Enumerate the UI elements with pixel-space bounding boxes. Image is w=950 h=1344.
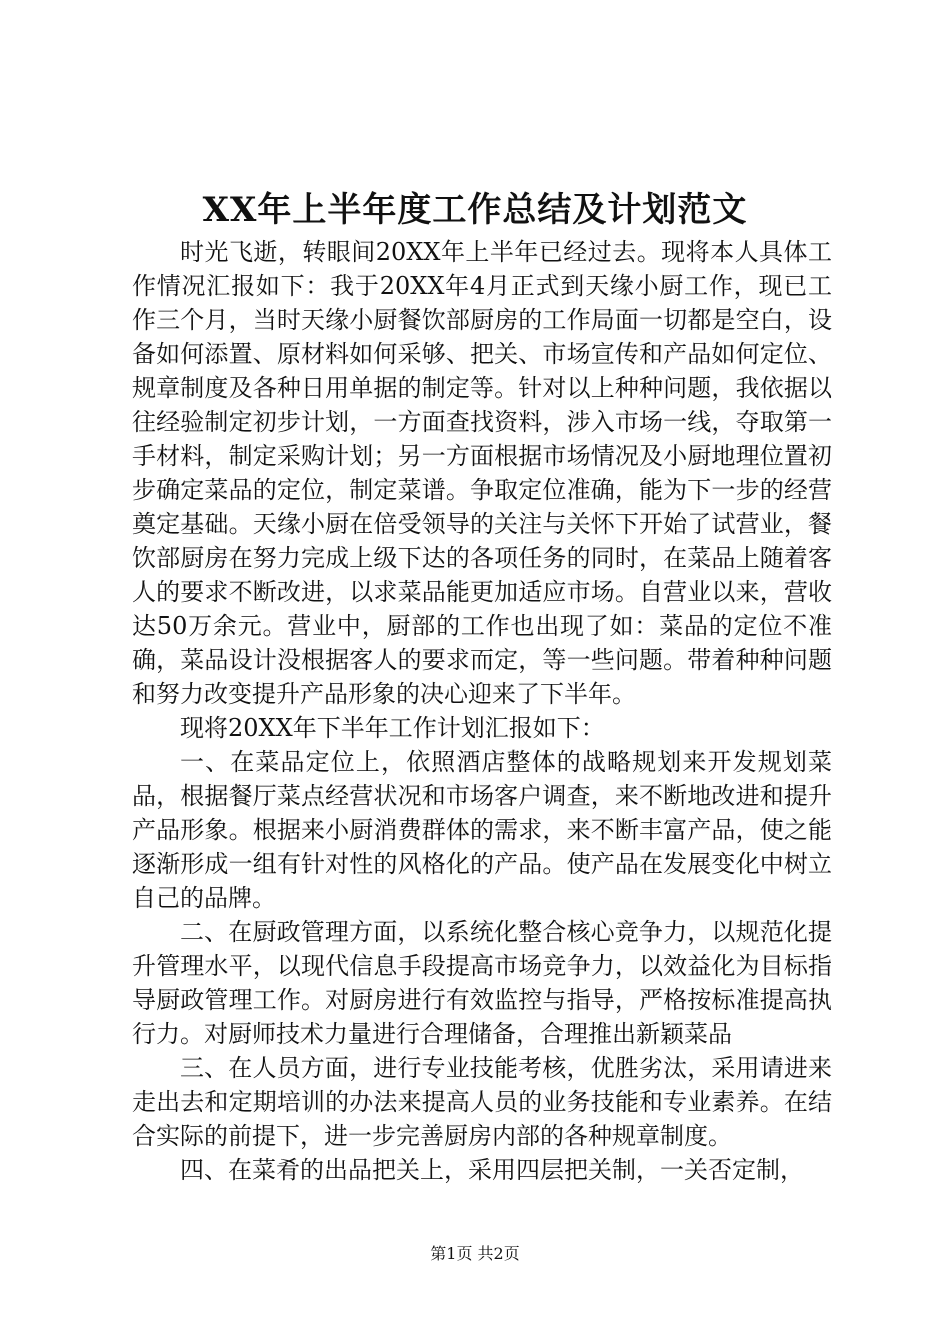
paragraph-plan-item-3: 三、在人员方面，进行专业技能考核，优胜劣汰，采用请进来走出去和定期培训的办法来提高人员的业务技能和专业素养。在结合实际的前提下，进一步完善厨房内部的各种规章制度。	[132, 1054, 832, 1150]
paragraph-plan-heading: 现将20XX年下半年工作计划汇报如下：	[180, 714, 605, 742]
document-title: XX年上半年度工作总结及计划范文	[202, 190, 748, 230]
paragraph-intro: 时光飞逝，转眼间20XX年上半年已经过去。现将本人具体工作情况汇报如下：我于20XX年4月正式到天缘小厨工作，现已工作三个月，当时天缘小厨餐饮部厨房的工作局面一切都是空白，设备如何添置、原材料如何采够、把关、市场宣传和产品如何定位、规章制度及各种日用单据的制定等。针对以上种种问题，我依据以往经验制定初步计划，一方面查找资料，涉入市场一线，夺取第一手材料，制定采购计划；另一方面根据市场情况及小厨地理位置初步确定菜品的定位，制定菜谱。争取定位准确，能为下一步的经营奠定基础。天缘小厨在倍受领导的关注与关怀下开始了试营业，餐饮部厨房在努力完成上级下达的各项任务的同时，在菜品上随着客人的要求不断改进，以求菜品能更加适应市场。自营业以来，营收达50万余元。营业中，厨部的工作也出现了如：菜品的定位不准确，菜品设计没根据客人的要求而定，等一些问题。带着种种问题和努力改变提升产品形象的决心迎来了下半年。	[132, 238, 832, 708]
paragraph-plan-item-4: 四、在菜肴的出品把关上，采用四层把关制，一关否定制，	[180, 1156, 804, 1184]
page-number-footer: 第1页 共2页	[430, 1244, 520, 1263]
document-body	[132, 235, 832, 1187]
paragraph-plan-item-2: 二、在厨政管理方面，以系统化整合核心竞争力，以规范化提升管理水平，以现代信息手段提高市场竞争力，以效益化为目标指导厨政管理工作。对厨房进行有效监控与指导，严格按标准提高执行力。对厨师技术力量进行合理储备，合理推出新颖菜品	[132, 918, 832, 1048]
paragraph-plan-item-1: 一、在菜品定位上，依照酒店整体的战略规划来开发规划菜品，根据餐厅菜点经营状况和市场客户调查，来不断地改进和提升产品形象。根据来小厨消费群体的需求，来不断丰富产品，使之能逐渐形成一组有针对性的风格化的产品。使产品在发展变化中树立自己的品牌。	[132, 748, 832, 912]
